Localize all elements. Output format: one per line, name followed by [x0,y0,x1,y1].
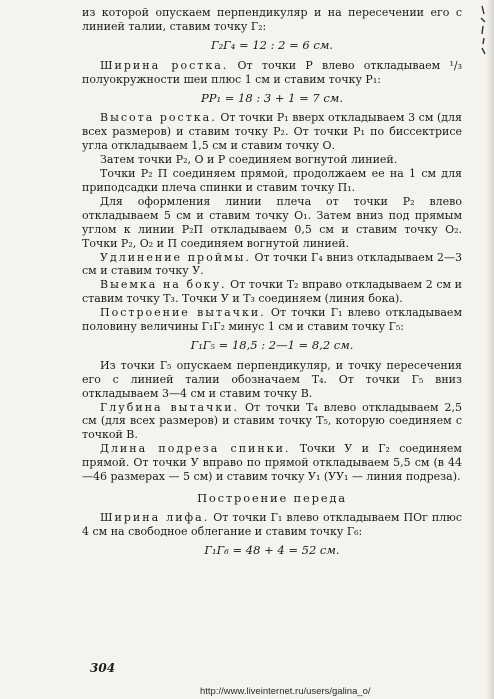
paragraph-body: От точки Т₂ вправо откладываем 2 см и ставим точку Т₃. Точки У и Т₃ соединяем (линия бока). [82,278,462,306]
formula: Г₂Г₄ = 12 : 2 = 6 см. [210,37,334,52]
formula: Г₁Г₅ = 18,5 : 2—1 = 8,2 см. [190,337,354,352]
formula: Г₁Г₆ = 48 + 4 = 52 см. [204,542,340,557]
paragraph-lead-term: Высота ростка. [100,111,217,125]
paragraph-body: От точки Т₄ влево откладываем 2,5 см (для всех размеров) и ставим точку Т₅, которую соединяем с точкой В. [82,400,462,442]
paragraph [82,6,462,34]
paragraph-lead-term: Длина подреза спинки. [100,442,291,456]
paragraph-body: От точки Р₁ вверх откладываем 3 см (для всех размеров) и ставим точку Р₂. От точки Р₁ по биссектрисе угла откладываем 1,5 см и ставим точку О. [82,111,462,153]
paragraph-body: От точки Г₁ влево откладываем половину величины Г₁Г₂ минус 1 см и ставим точку Г₅: [82,306,462,334]
paragraph-body: Для оформления линии плеча от точки Р₂ влево откладываем 5 см и ставим точку О₁. Затем вниз под прямым углом к линии Р₂П откладываем 0,5 см и ставим точку О₂. Точки Р₂, О₂ и П соединяем вогнутой линией. [82,194,462,250]
paragraph-body: из которой опускаем перпендикуляр и на пересечении его с линией талии, ставим точку Г₂: [82,6,462,33]
paragraph-body: Точки Р₂ П соединяем прямой, продолжаем ее на 1 см для приподсадки плеча спинки и ставим точку П₁. [82,167,462,194]
paragraph-body: Затем точки Р₂, О и Р соединяем вогнутой линией. [100,153,398,167]
paragraph [82,251,462,279]
paragraph-body: Из точки Г₅ опускаем перпендикуляр, и точку пересечения его с линией талии обозначаем Т₄. От точки Г₅ вниз откладываем 3—4 см и ставим точку В. [82,358,462,400]
paragraph-lead-term: Построение вытачки. [100,306,266,320]
section-heading: Построение переда [197,491,347,505]
paragraph [82,59,462,87]
paragraph-body: От точки Р влево откладываем ¹/₃ полуокружности шеи плюс 1 см и ставим точку Р₁: [82,58,462,86]
formula: РР₁ = 18 : 3 + 1 = 7 см. [201,90,343,105]
paragraph [82,195,462,251]
paragraph [82,401,462,443]
paragraph-lead-term: Глубина вытачки. [100,400,240,414]
edge-marks-icon [478,4,490,64]
paragraph-body: Точки У и Г₂ соединяем прямой. От точки У вправо по прямой откладываем 5,5 см (в 44—46 размерах — 5 см) и ставим точку У₁ (УУ₁ — линия подреза). [82,442,462,484]
paragraph-body: От точки Г₁ влево откладываем ПОг плюс 4 см на свободное облегание и ставим точку Г₆: [82,510,462,538]
body-text [82,6,462,564]
page-number: 304 [90,661,116,675]
paragraph [82,442,462,484]
paragraph-lead-term: Ширина лифа. [100,510,210,524]
paragraph-lead-term: Выемка на боку. [100,278,227,292]
paragraph [82,153,462,167]
watermark-url: http://www.liveinternet.ru/users/galina_o/ [200,686,371,697]
paragraph-lead-term: Ширина ростка. [100,58,229,72]
paragraph [82,359,462,401]
paragraph-lead-term: Удлинение проймы. [100,250,251,264]
paragraph [82,111,462,153]
paragraph-body: От точки Г₄ вниз откладываем 2—3 см и ставим точку У. [82,250,463,278]
page-edge [486,0,494,699]
paragraph [82,511,462,539]
paragraph [82,306,462,334]
paragraph [82,167,462,195]
paragraph [82,278,462,306]
